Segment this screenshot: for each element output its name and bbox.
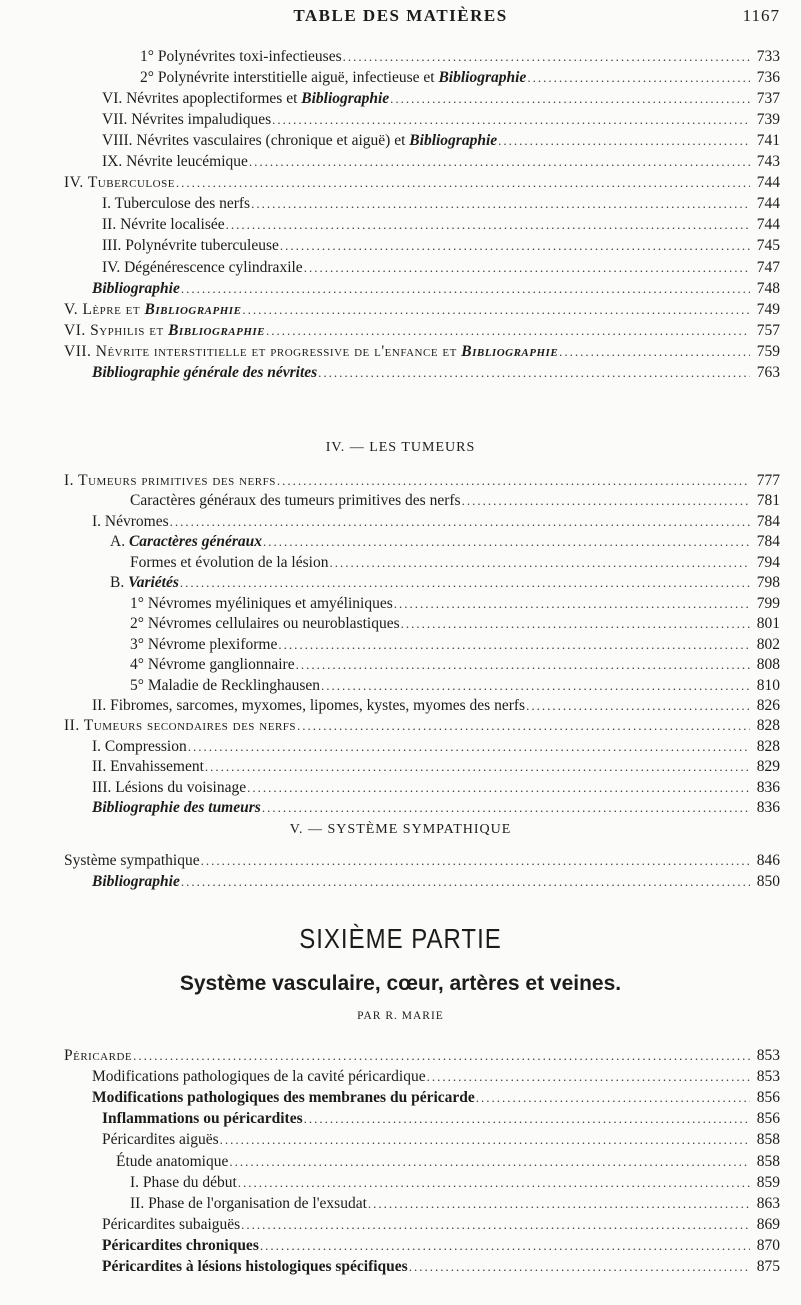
- toc-entry-text: II. Fibromes, sarcomes, myxomes, lipomes, kystes, myomes des nerfs: [92, 697, 526, 714]
- toc-entry-1-nevromes-myeliniques-et-amyeliniques: [130, 594, 780, 614]
- dot-leader: [297, 716, 750, 736]
- toc-entry-ii-phase-de-l-organisation-de-l-exsudat: [130, 1194, 780, 1214]
- toc-entry-text: VIII. Névrites vasculaires (chronique et aiguë) et: [102, 132, 410, 149]
- dot-leader: [527, 68, 750, 88]
- dot-leader: [343, 47, 750, 67]
- toc-entry-page: 829: [756, 758, 780, 775]
- toc-entry-italic-text: Bibliographie: [438, 69, 527, 86]
- toc-entry-label: [102, 1215, 240, 1235]
- toc-entry-systeme-sympathique: [64, 851, 780, 871]
- toc-entry-page: 801: [756, 615, 780, 632]
- toc-entry-page: 745: [756, 237, 780, 254]
- toc-entry-page: 736: [756, 69, 780, 86]
- toc-entry-page: 836: [756, 779, 780, 796]
- toc-entry-page: 747: [756, 259, 780, 276]
- toc-entry-vi-nevrites-apoplectiformes-et-bibliogra: [102, 89, 780, 109]
- toc-entry-italic-text: Bibliographie: [301, 90, 390, 107]
- toc-entry-modifications-pathologiques-de-la-cavite: [92, 1067, 780, 1087]
- toc-entry-italic-text: Bibliographie: [461, 343, 559, 360]
- dot-leader: [133, 1046, 750, 1066]
- toc-entry-vi-syphilis-et-bibliographie: [64, 321, 780, 341]
- dot-leader: [247, 778, 750, 798]
- toc-entry-page: 870: [756, 1237, 780, 1254]
- toc-entry-label: [92, 778, 246, 798]
- toc-entry-formes-et-evolution-de-la-lesion: [130, 553, 780, 573]
- toc-entry-i-nevromes: [92, 512, 780, 532]
- toc-entry-page: 802: [756, 636, 780, 653]
- toc-entry-label: [140, 68, 526, 88]
- toc-entry-page: 810: [756, 677, 780, 694]
- toc-entry-ii-tumeurs-secondaires-des-nerfs: [64, 716, 780, 736]
- page-number: 1167: [742, 6, 780, 25]
- dot-leader: [266, 321, 750, 341]
- toc-entry-4-nevrome-ganglionnaire: [130, 655, 780, 675]
- toc-entry-vii-nevrite-interstitielle-et-progressiv: [64, 342, 780, 362]
- toc-entry-text: B.: [110, 574, 129, 591]
- toc-entry-label: [92, 696, 525, 716]
- toc-entry-text: 2° Névromes cellulaires ou neuroblastiques: [130, 615, 400, 632]
- toc-entry-text: IX. Névrite leucémique: [102, 153, 248, 170]
- toc-entry-label: [130, 491, 461, 511]
- toc-entry-page: 853: [756, 1047, 780, 1064]
- toc-entry-2-polynevrite-interstitielle-aigue-infec: [140, 68, 780, 88]
- toc-entry-page: 858: [756, 1131, 780, 1148]
- toc-entry-page: 828: [756, 738, 780, 755]
- dot-leader: [277, 471, 750, 491]
- section-heading-sympathique: V. — SYSTÈME SYMPATHIQUE: [289, 822, 512, 837]
- dot-leader: [238, 1173, 750, 1193]
- toc-entry-bibliographie: [92, 872, 780, 892]
- toc-entry-label: [102, 1109, 303, 1129]
- toc-entry-page: 784: [756, 533, 780, 550]
- toc-entry-page: 869: [756, 1216, 780, 1233]
- toc-entry-italic-text: Bibliographie: [92, 280, 180, 297]
- toc-entry-text: Péricardites à lésions histologiques spécifiques: [102, 1258, 408, 1275]
- toc-entry-i-phase-du-debut: [130, 1173, 780, 1193]
- part-author: PAR R. MARIE: [357, 1010, 444, 1022]
- toc-entry-5-maladie-de-recklinghausen: [130, 676, 780, 696]
- toc-entry-text: III. Polynévrite tuberculeuse: [102, 237, 279, 254]
- dot-leader: [251, 194, 750, 214]
- toc-entry-italic-text: Bibliographie des tumeurs: [92, 799, 261, 816]
- toc-entry-text: II. Phase de l'organisation de l'exsudat: [130, 1195, 367, 1212]
- dot-leader: [176, 173, 750, 193]
- toc-entry-label: [92, 363, 317, 383]
- dot-leader: [272, 110, 750, 130]
- toc-entry-text: VII. Névrite interstitielle et progressive de l'enfance et: [64, 343, 462, 360]
- toc-entry-label: [64, 471, 276, 491]
- toc-entry-text: 1° Polynévrites toxi-infectieuses: [140, 48, 342, 65]
- dot-leader: [476, 1088, 750, 1108]
- toc-entry-label: [102, 1257, 408, 1277]
- toc-entry-text: VI. Névrites apoplectiformes et: [102, 90, 302, 107]
- dot-leader: [401, 614, 750, 634]
- toc-entry-vii-nevrites-impaludiques: [102, 110, 780, 130]
- toc-entry-i-tuberculose-des-nerfs: [102, 194, 780, 214]
- toc-entry-label: [64, 300, 241, 320]
- toc-entry-page: 744: [756, 216, 780, 233]
- dot-leader: [241, 1215, 750, 1235]
- toc-entry-text: Modifications pathologiques des membranes du péricarde: [92, 1089, 475, 1106]
- dot-leader: [201, 851, 750, 871]
- toc-entry-label: [102, 236, 279, 256]
- toc-entry-label: [92, 1088, 475, 1108]
- toc-entry-text: VII. Névrites impaludiques: [102, 111, 272, 128]
- toc-entry-page: 859: [756, 1174, 780, 1191]
- toc-entry-italic-text: Bibliographie générale des névrites: [92, 364, 318, 381]
- dot-leader: [205, 757, 750, 777]
- toc-entry-text: IV. Dégénérescence cylindraxile: [102, 259, 303, 276]
- toc-entry-label: [102, 89, 389, 109]
- toc-entry-viii-nevrites-vasculaires-chronique-et-a: [102, 131, 780, 151]
- toc-entry-1-polynevrites-toxi-infectieuses: [140, 47, 780, 67]
- toc-entry-text: 4° Névrome ganglionnaire: [130, 656, 295, 673]
- toc-entry-page: 781: [756, 492, 780, 509]
- toc-entry-bibliographie-des-tumeurs: [92, 798, 780, 818]
- toc-entry-label: [130, 1173, 237, 1193]
- toc-entry-page: 836: [756, 799, 780, 816]
- toc-entry-label: [64, 851, 200, 871]
- toc-entry-text: II. Envahissement: [92, 758, 204, 775]
- toc-entry-label: [130, 594, 393, 614]
- toc-entry-page: 863: [756, 1195, 780, 1212]
- toc-entry-text: I. Névromes: [92, 513, 169, 530]
- toc-entry-page: 808: [756, 656, 780, 673]
- toc-entry-label: [64, 1046, 132, 1066]
- toc-entry-label: [92, 757, 204, 777]
- toc-entry-ix-nevrite-leucemique: [102, 152, 780, 172]
- toc-entry-label: [102, 1130, 219, 1150]
- toc-entry-pericardites-aigues: [102, 1130, 780, 1150]
- toc-entry-page: 875: [756, 1258, 780, 1275]
- toc-entry-label: [92, 512, 169, 532]
- toc-entry-text: I. Tuberculose des nerfs: [102, 195, 251, 212]
- toc-entry-text: 2° Polynévrite interstitielle aiguë, infectieuse et: [140, 69, 439, 86]
- toc-entry-ii-nevrite-localisee: [102, 215, 780, 235]
- toc-entry-text: 1° Névromes myéliniques et amyéliniques: [130, 595, 393, 612]
- toc-entry-ii-envahissement: [92, 757, 780, 777]
- toc-entry-page: 846: [756, 852, 780, 869]
- toc-entry-text: I. Phase du début: [130, 1174, 237, 1191]
- toc-entry-label: [102, 131, 497, 151]
- toc-entry-page: 763: [756, 364, 780, 381]
- toc-entry-label: [110, 532, 262, 552]
- toc-entry-text: I. Tumeurs primitives des nerfs: [64, 472, 276, 489]
- dot-leader: [526, 696, 750, 716]
- toc-entry-pericardites-chroniques: [102, 1236, 780, 1256]
- toc-entry-text: A.: [110, 533, 129, 550]
- dot-leader: [409, 1257, 750, 1277]
- toc-entry-page: 757: [756, 322, 780, 339]
- part-subtitle: Système vasculaire, cœur, artères et veines.: [179, 972, 622, 995]
- dot-leader: [262, 798, 750, 818]
- toc-entry-label: [92, 1067, 426, 1087]
- dot-leader: [390, 89, 750, 109]
- dot-leader: [304, 258, 750, 278]
- toc-entry-page: 749: [756, 301, 780, 318]
- toc-entry-page: 856: [756, 1110, 780, 1127]
- toc-entry-label: [64, 342, 558, 362]
- toc-entry-page: 784: [756, 513, 780, 530]
- toc-entry-text: VI. Syphilis et: [64, 322, 169, 339]
- dot-leader: [226, 215, 750, 235]
- toc-entry-text: Formes et évolution de la lésion: [130, 554, 329, 571]
- toc-entry-page: 777: [756, 472, 780, 489]
- toc-entry-text: III. Lésions du voisinage: [92, 779, 247, 796]
- toc-entry-text: Inflammations ou péricardites: [102, 1110, 303, 1127]
- page-header: [0, 2, 801, 32]
- running-title: TABLE DES MATIÈRES: [293, 6, 508, 25]
- dot-leader: [260, 1236, 750, 1256]
- toc-entry-pericardites-a-lesions-histologiques-spe: [102, 1257, 780, 1277]
- toc-entry-bibliographie-generale-des-nevrites: [92, 363, 780, 383]
- toc-entry-text: Péricardites subaiguës: [102, 1216, 241, 1233]
- dot-leader: [329, 553, 750, 573]
- toc-entry-label: [130, 614, 400, 634]
- toc-entry-page: 741: [756, 132, 780, 149]
- toc-entry-italic-text: Variétés: [128, 574, 179, 591]
- toc-entry-label: [102, 152, 248, 172]
- toc-entry-label: [64, 321, 265, 341]
- toc-entry-page: 737: [756, 90, 780, 107]
- toc-entry-label: [92, 872, 180, 892]
- dot-leader: [181, 279, 750, 299]
- toc-entry-inflammations-ou-pericardites: [102, 1109, 780, 1129]
- toc-entry-label: [140, 47, 342, 67]
- toc-entry-pericarde: [64, 1046, 780, 1066]
- dot-leader: [427, 1067, 750, 1087]
- toc-entry-page: 853: [756, 1068, 780, 1085]
- toc-entry-i-compression: [92, 737, 780, 757]
- toc-entry-b-varietes: [110, 573, 780, 593]
- toc-entry-page: 858: [756, 1153, 780, 1170]
- toc-entry-page: 744: [756, 195, 780, 212]
- dot-leader: [296, 655, 750, 675]
- toc-entry-label: [130, 1194, 367, 1214]
- dot-leader: [180, 573, 750, 593]
- dot-leader: [368, 1194, 750, 1214]
- toc-entry-text: 3° Névrome plexiforme: [130, 636, 278, 653]
- toc-entry-page: 748: [756, 280, 780, 297]
- toc-entry-3-nevrome-plexiforme: [130, 635, 780, 655]
- toc-entry-text: I. Compression: [92, 738, 187, 755]
- toc-entry-label: [130, 635, 277, 655]
- toc-entry-italic-text: Bibliographie: [409, 132, 498, 149]
- toc-entry-italic-text: Bibliographie: [144, 301, 242, 318]
- dot-leader: [170, 512, 750, 532]
- dot-leader: [249, 152, 750, 172]
- toc-entry-caracteres-generaux-des-tumeurs-primitiv: [130, 491, 780, 511]
- toc-entry-i-tumeurs-primitives-des-nerfs: [64, 471, 780, 491]
- dot-leader: [304, 1109, 750, 1129]
- toc-entry-italic-text: Bibliographie: [168, 322, 266, 339]
- toc-entry-label: [102, 258, 303, 278]
- dot-leader: [280, 236, 750, 256]
- dot-leader: [321, 676, 750, 696]
- toc-entry-label: [130, 676, 320, 696]
- toc-entry-text: Caractères généraux des tumeurs primitives des nerfs: [130, 492, 461, 509]
- toc-entry-text: Étude anatomique: [116, 1153, 229, 1170]
- toc-entry-page: 759: [756, 343, 780, 360]
- toc-entry-text: IV. Tuberculose: [64, 174, 175, 191]
- toc-entry-label: [116, 1152, 228, 1172]
- dot-leader: [229, 1152, 750, 1172]
- dot-leader: [462, 491, 750, 511]
- toc-entry-text: 5° Maladie de Recklinghausen: [130, 677, 320, 694]
- toc-entry-page: 739: [756, 111, 780, 128]
- toc-entry-italic-text: Caractères généraux: [128, 533, 262, 550]
- toc-entry-text: II. Tumeurs secondaires des nerfs: [64, 717, 297, 734]
- toc-entry-iv-tuberculose: [64, 173, 780, 193]
- dot-leader: [188, 737, 750, 757]
- dot-leader: [181, 872, 750, 892]
- dot-leader: [318, 363, 750, 383]
- toc-entry-page: 828: [756, 717, 780, 734]
- toc-entry-page: 744: [756, 174, 780, 191]
- toc-entry-label: [102, 215, 225, 235]
- toc-entry-text: Système sympathique: [64, 852, 200, 869]
- toc-entry-modifications-pathologiques-des-membrane: [92, 1088, 780, 1108]
- toc-entry-label: [92, 279, 180, 299]
- dot-leader: [498, 131, 750, 151]
- toc-entry-pericardites-subaigues: [102, 1215, 780, 1235]
- toc-entry-text: Modifications pathologiques de la cavité péricardique: [92, 1068, 426, 1085]
- dot-leader: [394, 594, 750, 614]
- dot-leader: [559, 342, 750, 362]
- toc-entry-label: [64, 716, 296, 736]
- toc-entry-iv-degenerescence-cylindraxile: [102, 258, 780, 278]
- toc-entry-bibliographie: [92, 279, 780, 299]
- toc-entry-text: II. Névrite localisée: [102, 216, 225, 233]
- dot-leader: [278, 635, 750, 655]
- toc-entry-text: Péricardites chroniques: [102, 1237, 259, 1254]
- toc-entry-label: [130, 655, 295, 675]
- toc-entry-label: [102, 194, 250, 214]
- toc-entry-label: [64, 173, 175, 193]
- dot-leader: [242, 300, 750, 320]
- dot-leader: [263, 532, 750, 552]
- toc-entry-label: [102, 1236, 259, 1256]
- toc-entry-a-caracteres-generaux: [110, 532, 780, 552]
- toc-entry-v-lepre-et-bibliographie: [64, 300, 780, 320]
- toc-entry-label: [110, 573, 179, 593]
- toc-entry-label: [102, 110, 271, 130]
- toc-entry-page: 794: [756, 554, 780, 571]
- toc-entry-page: 826: [756, 697, 780, 714]
- part-title: SIXIÈME PARTIE: [299, 923, 502, 955]
- toc-entry-iii-lesions-du-voisinage: [92, 778, 780, 798]
- toc-entry-page: 733: [756, 48, 780, 65]
- toc-entry-page: 743: [756, 153, 780, 170]
- toc-entry-label: [92, 798, 261, 818]
- dot-leader: [220, 1130, 750, 1150]
- toc-entry-iii-polynevrite-tuberculeuse: [102, 236, 780, 256]
- section-heading-tumeurs: IV. — LES TUMEURS: [325, 440, 476, 455]
- toc-entry-page: 850: [756, 873, 780, 890]
- toc-entry-ii-fibromes-sarcomes-myxomes-lipomes-kys: [92, 696, 780, 716]
- toc-entry-page: 798: [756, 574, 780, 591]
- toc-entry-etude-anatomique: [116, 1152, 780, 1172]
- toc-entry-text: Péricarde: [64, 1047, 133, 1064]
- toc-entry-text: V. Lèpre et: [64, 301, 145, 318]
- toc-entry-label: [130, 553, 328, 573]
- toc-entry-italic-text: Bibliographie: [92, 873, 180, 890]
- toc-entry-text: Péricardites aiguës: [102, 1131, 219, 1148]
- toc-entry-2-nevromes-cellulaires-ou-neuroblastique: [130, 614, 780, 634]
- toc-entry-label: [92, 737, 187, 757]
- toc-entry-page: 856: [756, 1089, 780, 1106]
- toc-entry-page: 799: [756, 595, 780, 612]
